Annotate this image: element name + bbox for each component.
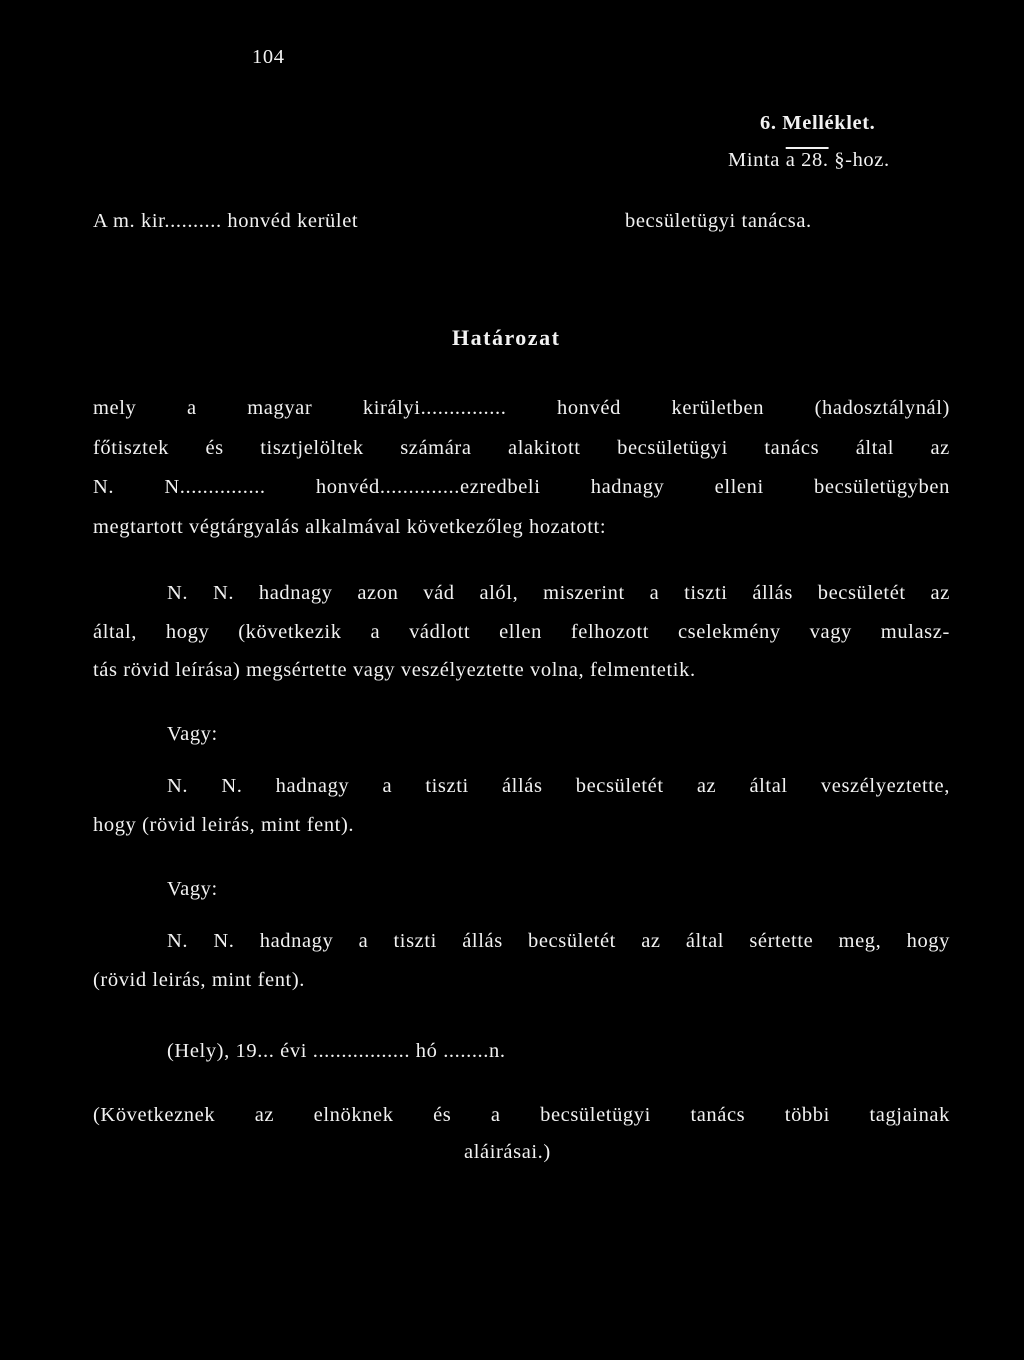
closing-line-2: aláirásai.) bbox=[464, 1141, 551, 1163]
page-number: 104 bbox=[252, 46, 285, 68]
document-title: Határozat bbox=[452, 325, 561, 350]
verdict-1-line-1: N. N. hadnagy azon vád alól, miszerint a tiszti állás becsületét az bbox=[167, 582, 950, 604]
closing-line-1: (Következnek az elnöknek és a becsületügyi tanács többi tagjainak bbox=[93, 1104, 950, 1126]
intro-line-3: N. N............... honvéd..............ezredbeli hadnagy elleni becsületügyben bbox=[93, 476, 950, 498]
alternative-label-2: Vagy: bbox=[167, 878, 218, 900]
alternative-label-1: Vagy: bbox=[167, 723, 218, 745]
verdict-1-line-2: által, hogy (következik a vádlott ellen felhozott cselekmény vagy mulasz- bbox=[93, 621, 950, 643]
verdict-2-line-1: N. N. hadnagy a tiszti állás becsületét az által veszélyeztette, bbox=[167, 775, 950, 797]
appendix-label: 6. Melléklet. bbox=[760, 112, 876, 134]
verdict-3-line-2: (rövid leirás, mint fent). bbox=[93, 969, 306, 991]
verdict-1-line-3: tás rövid leírása) megsértette vagy veszélyeztette volna, felmentetik. bbox=[93, 659, 696, 681]
place-date-line: (Hely), 19... évi ................. hó ........n. bbox=[167, 1040, 506, 1062]
sample-prefix: Minta bbox=[728, 149, 780, 171]
verdict-3-line-1: N. N. hadnagy a tiszti állás becsületét az által sértette meg, hogy bbox=[167, 930, 950, 952]
intro-line-4: megtartott végtárgyalás alkalmával következőleg hozatott: bbox=[93, 516, 607, 538]
sample-reference bbox=[728, 150, 890, 171]
intro-line-1: mely a magyar királyi............... honvéd kerületben (hadosztálynál) bbox=[93, 397, 950, 419]
header-right: becsületügyi tanácsa. bbox=[625, 210, 812, 232]
header-left: A m. kir.......... honvéd kerület bbox=[93, 210, 359, 232]
intro-line-2: főtisztek és tisztjelöltek számára alakitott becsületügyi tanács által az bbox=[93, 437, 950, 459]
verdict-2-line-2: hogy (rövid leirás, mint fent). bbox=[93, 814, 355, 836]
sample-ref: a 28. bbox=[785, 149, 829, 171]
sample-suffix: §-hoz. bbox=[834, 149, 890, 171]
